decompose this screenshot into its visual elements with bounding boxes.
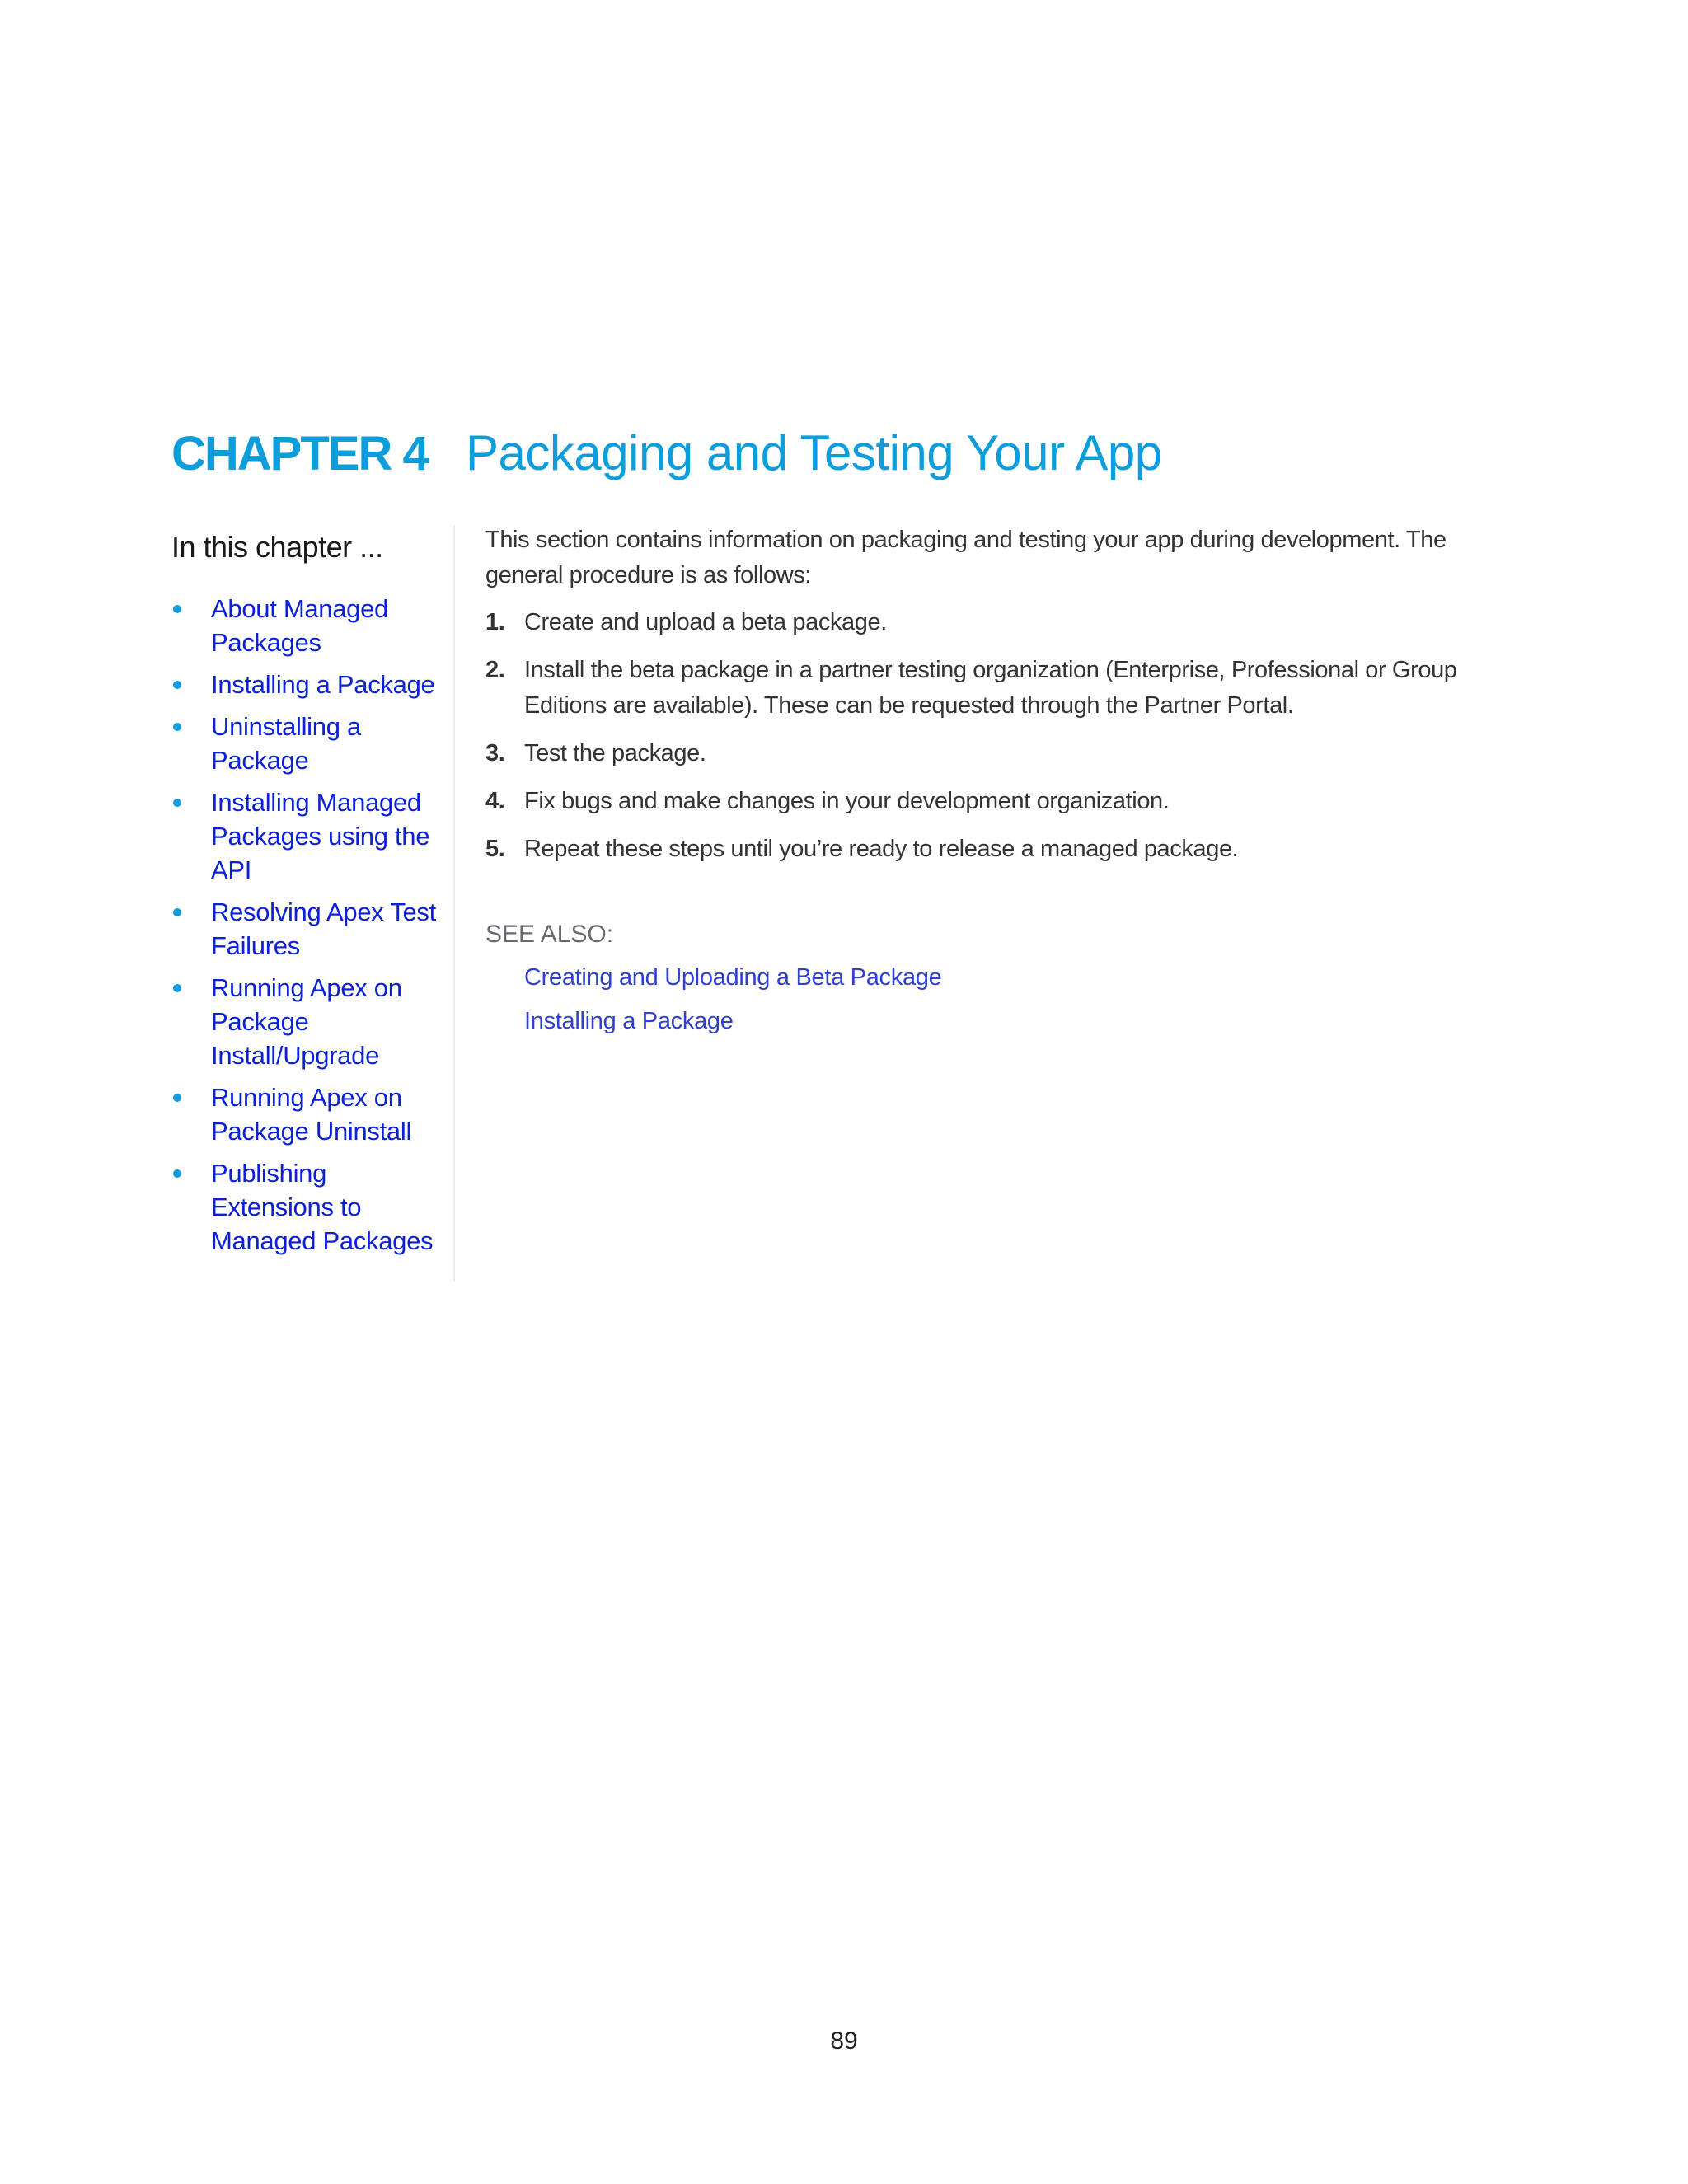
toc-item-installing-managed-packages-api — [171, 785, 452, 887]
see-also-link-installing-a-package[interactable]: Installing a Package — [524, 1008, 734, 1034]
bullet-icon — [173, 723, 181, 731]
step-number: 2. — [485, 657, 505, 683]
step-text: Fix bugs and make changes in your development organization. — [524, 788, 1170, 814]
step-number: 1. — [485, 609, 505, 635]
procedure-steps — [485, 605, 1516, 867]
chapter-heading — [171, 424, 1540, 481]
step-text: Create and upload a beta package. — [524, 609, 887, 635]
step-text: Install the beta package in a partner testing organization (Enterprise, Professional or Group Editions are available). These can be requested through the Partner Portal. — [524, 657, 1457, 719]
chapter-content — [485, 523, 1516, 1048]
sidebar-divider — [453, 525, 455, 1282]
step-item — [485, 605, 1516, 640]
step-item — [485, 832, 1516, 867]
toc-item-uninstalling-a-package — [171, 710, 452, 777]
bullet-icon — [173, 984, 181, 992]
toc-item-running-apex-uninstall — [171, 1080, 452, 1148]
step-item — [485, 736, 1516, 771]
step-number: 4. — [485, 788, 505, 814]
toc-link-publishing-extensions[interactable]: Publishing Extensions to Managed Packages — [211, 1159, 434, 1255]
toc-item-running-apex-install-upgrade — [171, 971, 452, 1072]
toc-link-resolving-apex-test-failures[interactable]: Resolving Apex Test Failures — [211, 898, 436, 960]
toc-link-running-apex-install-upgrade[interactable]: Running Apex on Package Install/Upgrade — [211, 973, 402, 1070]
bullet-icon — [173, 605, 181, 613]
bullet-icon — [173, 799, 181, 807]
chapter-label: CHAPTER 4 — [171, 427, 428, 480]
toc-item-resolving-apex-test-failures — [171, 895, 452, 963]
sidebar-heading: In this chapter ... — [171, 530, 383, 564]
toc-link-about-managed-packages[interactable]: About Managed Packages — [211, 594, 388, 657]
toc-link-installing-a-package[interactable]: Installing a Package — [211, 670, 435, 699]
step-text: Test the package. — [524, 740, 706, 766]
page-number: 89 — [830, 2027, 858, 2055]
chapter-toc — [171, 592, 452, 1258]
toc-link-installing-managed-packages-api[interactable]: Installing Managed Packages using the API — [211, 788, 430, 884]
see-also-heading: SEE ALSO: — [485, 921, 614, 948]
toc-item-publishing-extensions — [171, 1156, 452, 1258]
see-also-link-creating-uploading-beta[interactable]: Creating and Uploading a Beta Package — [524, 964, 942, 991]
step-number: 5. — [485, 836, 505, 862]
toc-link-running-apex-uninstall[interactable]: Running Apex on Package Uninstall — [211, 1083, 412, 1146]
see-also-section — [485, 918, 1516, 1038]
bullet-icon — [173, 908, 181, 916]
toc-item-about-managed-packages — [171, 592, 452, 659]
step-item — [485, 653, 1516, 724]
intro-paragraph: This section contains information on packaging and testing your app during development. The general procedure is as follows: — [485, 527, 1447, 588]
bullet-icon — [173, 1094, 181, 1102]
bullet-icon — [173, 681, 181, 689]
step-text: Repeat these steps until you’re ready to release a managed package. — [524, 836, 1239, 862]
chapter-title: Packaging and Testing Your App — [466, 425, 1162, 480]
bullet-icon — [173, 1169, 181, 1178]
chapter-sidebar — [171, 527, 452, 1266]
toc-item-installing-a-package — [171, 668, 452, 701]
step-number: 3. — [485, 740, 505, 766]
toc-link-uninstalling-a-package[interactable]: Uninstalling a Package — [211, 712, 361, 775]
step-item — [485, 784, 1516, 819]
